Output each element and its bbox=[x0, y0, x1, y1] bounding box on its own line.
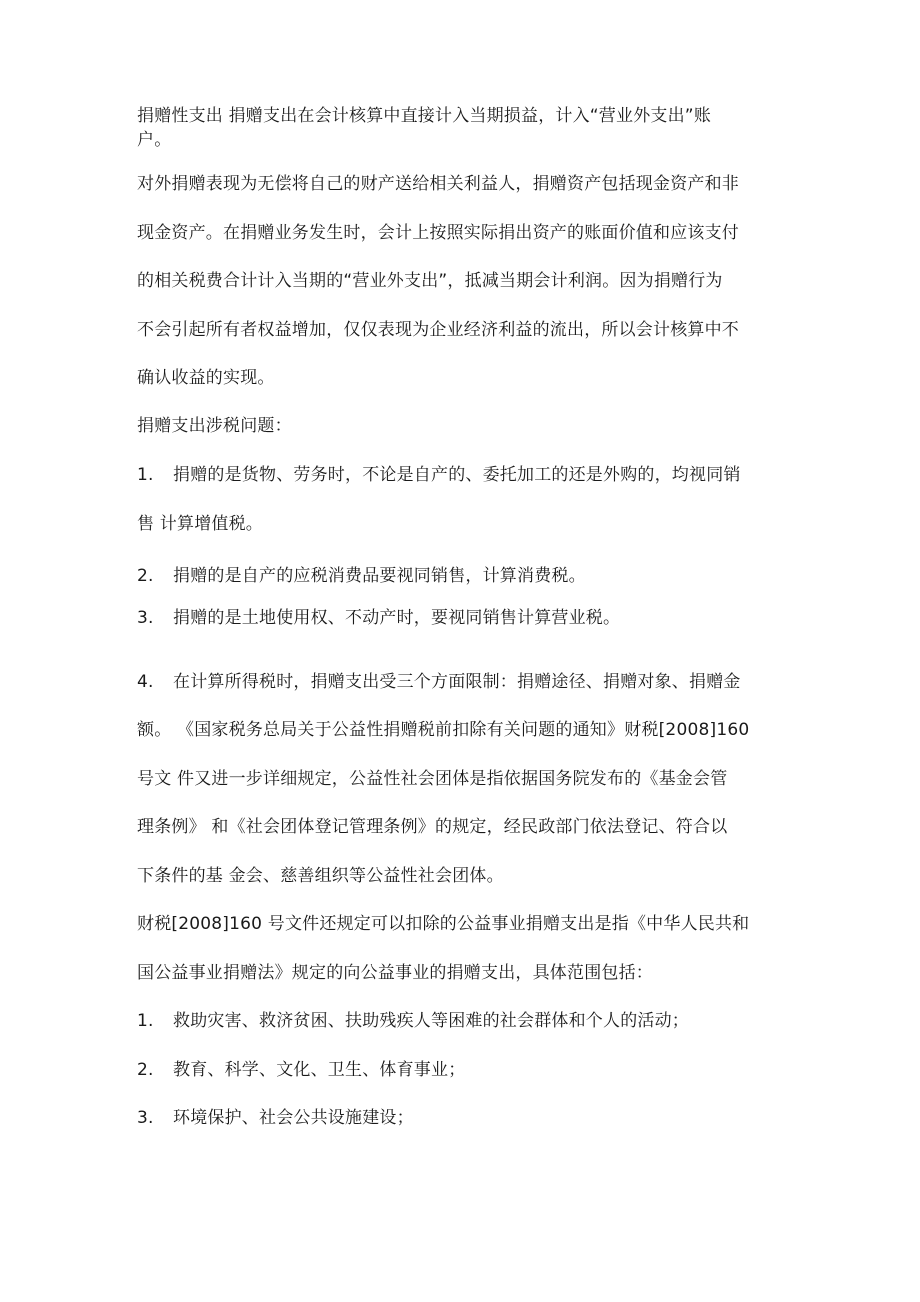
tax-item-3 bbox=[137, 607, 620, 629]
tax-item-1-line-2: 售 计算增值税。 bbox=[137, 514, 264, 534]
tax-item-number: 3. bbox=[137, 608, 154, 628]
scope-item-3 bbox=[137, 1107, 414, 1129]
paragraph-2-line-3: 的相关税费合计计入当期的“营业外支出”，抵减当期会计利润。因为捐赠行为 bbox=[137, 271, 723, 291]
paragraph-5-line-1: 财税[2008]160 号文件还规定可以扣除的公益事业捐赠支出是指《中华人民共和 bbox=[137, 914, 750, 934]
paragraph-2-line-4: 不会引起所有者权益增加，仅仅表现为企业经济利益的流出，所以会计核算中不 bbox=[137, 320, 739, 340]
tax-issues-heading: 捐赠支出涉税问题： bbox=[137, 416, 292, 436]
tax-item-1 bbox=[137, 464, 741, 486]
tax-item-number: 1. bbox=[137, 465, 154, 485]
scope-item-number: 3. bbox=[137, 1108, 154, 1128]
tax-item-4-line-3: 号文 件又进一步详细规定，公益性社会团体是指依据国务院发布的《基金会管 bbox=[137, 769, 728, 789]
paragraph-2-line-1: 对外捐赠表现为无偿将自己的财产送给相关利益人，捐赠资产包括现金资产和非 bbox=[137, 174, 739, 194]
tax-item-4-line-2: 额。 《国家税务总局关于公益性捐赠税前扣除有关问题的通知》财税[2008]160 bbox=[137, 720, 750, 740]
tax-item-2 bbox=[137, 565, 586, 587]
paragraph-1-line-1: 捐赠性支出 捐赠支出在会计核算中直接计入当期损益，计入“营业外支出”账 bbox=[137, 106, 712, 126]
scope-item-text: 教育、科学、文化、卫生、体育事业； bbox=[173, 1060, 466, 1080]
tax-item-4-line-5: 下条件的基 金会、慈善组织等公益性社会团体。 bbox=[137, 866, 504, 886]
scope-item-text: 环境保护、社会公共设施建设； bbox=[173, 1108, 414, 1128]
tax-item-number: 2. bbox=[137, 566, 154, 586]
scope-item-1 bbox=[137, 1010, 689, 1032]
paragraph-2-line-2: 现金资产。在捐赠业务发生时，会计上按照实际捐出资产的账面价值和应该支付 bbox=[137, 223, 739, 243]
scope-item-number: 1. bbox=[137, 1011, 154, 1031]
tax-item-text: 捐赠的是土地使用权、不动产时，要视同销售计算营业税。 bbox=[173, 608, 621, 628]
tax-item-text: 捐赠的是自产的应税消费品要视同销售，计算消费税。 bbox=[173, 566, 586, 586]
scope-item-2 bbox=[137, 1059, 465, 1081]
tax-item-4-line-4: 理条例》 和《社会团体登记管理条例》的规定，经民政部门依法登记、符合以 bbox=[137, 817, 728, 837]
paragraph-2-line-5: 确认收益的实现。 bbox=[137, 368, 275, 388]
scope-item-text: 救助灾害、救济贫困、扶助残疾人等困难的社会群体和个人的活动； bbox=[173, 1011, 689, 1031]
tax-item-text: 捐赠的是货物、劳务时，不论是自产的、委托加工的还是外购的，均视同销 bbox=[173, 465, 741, 485]
scope-item-number: 2. bbox=[137, 1060, 154, 1080]
tax-item-number: 4. bbox=[137, 672, 154, 692]
paragraph-5-line-2: 国公益事业捐赠法》规定的向公益事业的捐赠支出，具体范围包括： bbox=[137, 963, 653, 983]
tax-item-4 bbox=[137, 671, 741, 693]
tax-item-text: 在计算所得税时，捐赠支出受三个方面限制：捐赠途径、捐赠对象、捐赠金 bbox=[173, 672, 741, 692]
paragraph-1-line-2: 户。 bbox=[137, 130, 172, 150]
